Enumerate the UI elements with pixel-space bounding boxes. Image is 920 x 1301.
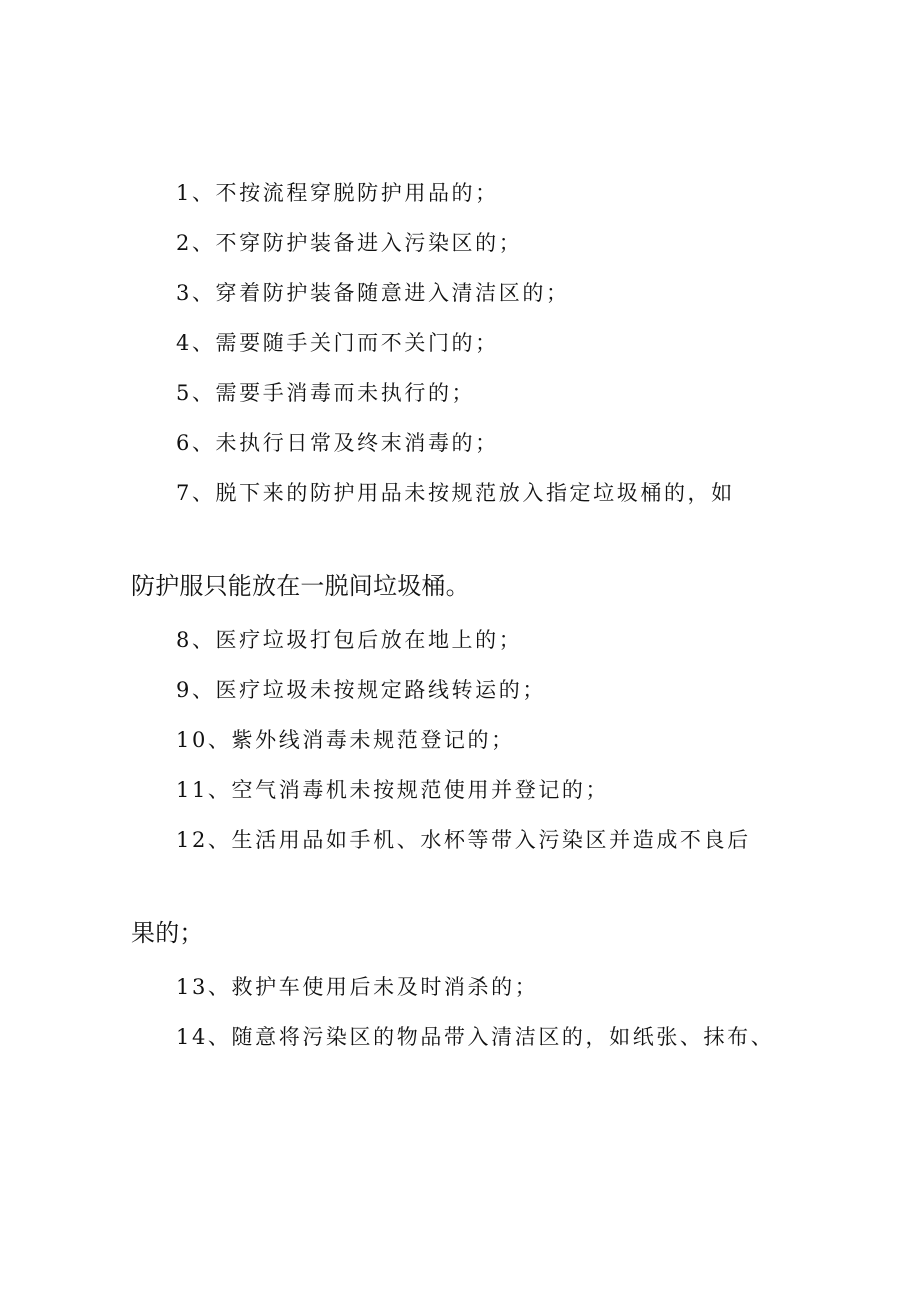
list-item-12-continuation: 果的； bbox=[131, 919, 204, 947]
list-item-7: 7、脱下来的防护用品未按规范放入指定垃圾桶的，如 bbox=[176, 481, 735, 505]
list-item-2: 2、不穿防护装备进入污染区的； bbox=[176, 231, 523, 255]
list-item-10: 10、紫外线消毒未规范登记的； bbox=[176, 728, 515, 752]
list-item-11: 11、空气消毒机未按规范使用并登记的； bbox=[176, 778, 610, 802]
list-item-1: 1、不按流程穿脱防护用品的； bbox=[176, 181, 499, 205]
list-item-5: 5、需要手消毒而未执行的； bbox=[176, 381, 476, 405]
list-item-12: 12、生活用品如手机、水杯等带入污染区并造成不良后 bbox=[176, 828, 751, 852]
list-item-6: 6、未执行日常及终末消毒的； bbox=[176, 431, 499, 455]
list-item-14: 14、随意将污染区的物品带入清洁区的，如纸张、抹布、 bbox=[176, 1025, 775, 1049]
list-item-13: 13、救护车使用后未及时消杀的； bbox=[176, 975, 539, 999]
list-item-8: 8、医疗垃圾打包后放在地上的； bbox=[176, 628, 523, 652]
list-item-4: 4、需要随手关门而不关门的； bbox=[176, 331, 499, 355]
list-item-3: 3、穿着防护装备随意进入清洁区的； bbox=[176, 281, 570, 305]
list-item-7-continuation: 防护服只能放在一脱间垃圾桶。 bbox=[131, 572, 470, 600]
list-item-9: 9、医疗垃圾未按规定路线转运的； bbox=[176, 678, 546, 702]
